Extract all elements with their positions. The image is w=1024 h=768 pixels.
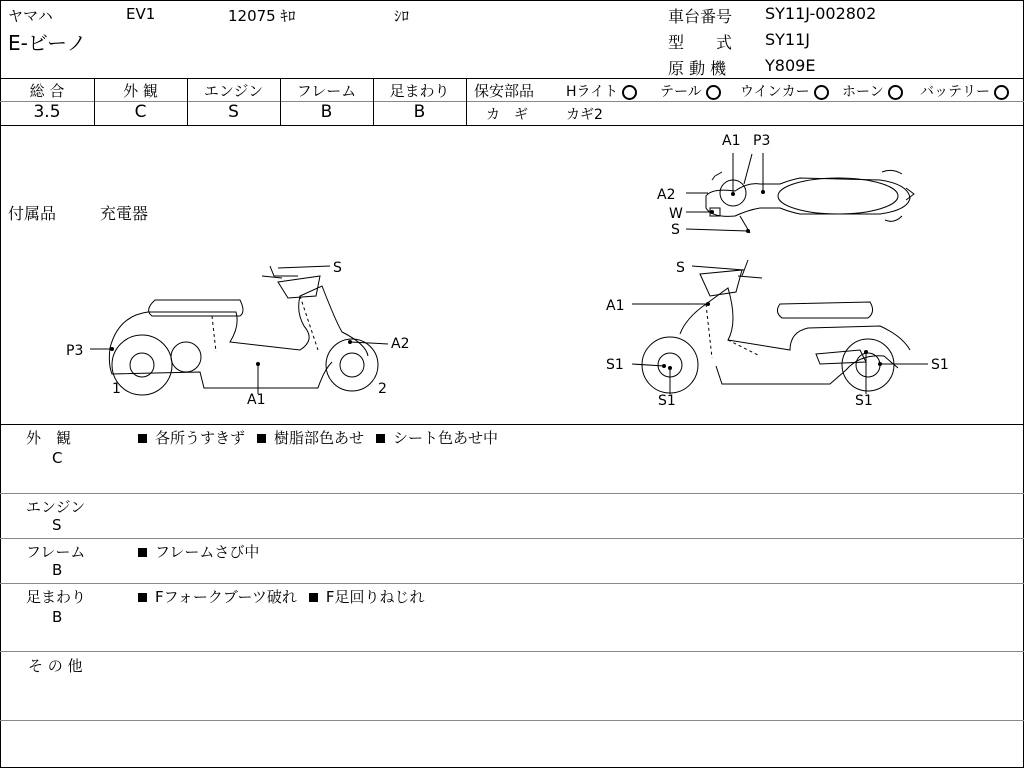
note-items-exterior (138, 427, 510, 448)
grade-label-frame: フレーム (296, 82, 357, 100)
tail-label: テール (660, 84, 702, 100)
damage-point-dots (110, 190, 882, 370)
engine-value: Y809E (765, 56, 816, 75)
note-item (138, 588, 297, 606)
grade-table-top-rule (0, 78, 1024, 79)
grade-value-frame: B (320, 102, 333, 122)
note-item (138, 543, 259, 561)
headlight-label: Hライト (566, 84, 619, 100)
note-item-text: Fフォークブーツ破れ (155, 588, 297, 606)
note-category-suspension: 足まわり (26, 588, 87, 606)
color: ｼﾛ (394, 7, 410, 25)
model-code: EV1 (126, 5, 156, 23)
bullet-square-icon (376, 434, 385, 443)
note-item (309, 588, 425, 606)
check-circle-icon (622, 85, 637, 100)
note-category-frame: フレーム (26, 543, 86, 561)
diagram-label: A1 (606, 298, 625, 314)
notes-rule (0, 583, 1024, 584)
bullet-square-icon (138, 548, 147, 557)
type-value: SY11J (765, 30, 811, 49)
note-items-suspension (138, 586, 436, 607)
check-circle-icon (706, 85, 721, 100)
horn-label: ホーン (842, 84, 884, 100)
diagram-label: S1 (606, 357, 624, 373)
bullet-square-icon (257, 434, 266, 443)
notes-top-rule (0, 424, 1024, 425)
scooter-top-view (706, 154, 914, 233)
key-value: カギ2 (566, 107, 603, 123)
diagram-label: A2 (657, 187, 676, 203)
maker: ヤマハ (8, 7, 53, 25)
note-grade-engine: S (52, 516, 62, 534)
diagram-label: S (671, 222, 680, 238)
note-item (257, 429, 364, 447)
note-item (138, 429, 245, 447)
engine-label: 原 動 機 (668, 59, 727, 78)
note-grade-suspension: B (52, 608, 63, 626)
notes-rule (0, 493, 1024, 494)
diagram-label: W (669, 206, 683, 222)
diagram-label: P3 (66, 343, 84, 359)
safety-winker (740, 81, 829, 101)
notes-rule (0, 651, 1024, 652)
diagram-label: S (676, 260, 685, 276)
note-items-frame (138, 541, 271, 562)
note-item-text: 各所うすきず (155, 429, 246, 447)
bullet-square-icon (309, 593, 318, 602)
grade-label-suspension: 足まわり (389, 82, 450, 100)
safety-headlight (566, 81, 637, 101)
note-category-other: そ の 他 (28, 657, 83, 675)
notes-rule (0, 720, 1024, 721)
diagram-label: P3 (753, 133, 771, 149)
note-grade-exterior: C (52, 449, 63, 467)
diagram-label: S1 (855, 393, 873, 409)
model-name: E-ビーノ (8, 31, 87, 55)
winker-label: ウインカー (740, 84, 810, 100)
note-item (376, 429, 498, 447)
diagram-label: 2 (378, 381, 387, 397)
type-label: 型 式 (668, 33, 733, 52)
chassis-number: SY11J-002802 (765, 4, 877, 23)
accessories-value: 充電器 (100, 204, 149, 223)
bullet-square-icon (138, 434, 147, 443)
diagram-label: A1 (247, 392, 266, 408)
check-circle-icon (814, 85, 829, 100)
diagram-label: S1 (931, 357, 949, 373)
note-item-text: シート色あせ中 (393, 429, 499, 447)
grade-value-exterior: C (134, 102, 147, 122)
safety-battery (920, 81, 1009, 101)
diagram-label: 1 (112, 381, 121, 397)
diagram-label: A1 (722, 133, 741, 149)
grade-divider (466, 78, 467, 125)
grade-label-engine: エンジン (203, 82, 264, 100)
scooter-right-view (642, 260, 910, 393)
note-category-engine: エンジン (26, 498, 86, 516)
damage-leader-lines (90, 153, 928, 394)
check-circle-icon (994, 85, 1009, 100)
chassis-label: 車台番号 (668, 7, 733, 26)
grade-value-suspension: B (413, 102, 426, 122)
key-label: カ ギ (486, 107, 528, 123)
diagram-label: S1 (658, 393, 676, 409)
condition-diagram (0, 126, 1024, 424)
note-item-text: 樹脂部色あせ (274, 429, 365, 447)
grade-label-exterior: 外 観 (123, 82, 158, 100)
battery-label: バッテリー (920, 84, 990, 100)
note-grade-frame: B (52, 561, 63, 579)
safety-tail (660, 81, 721, 101)
note-item-text: F足回りねじれ (325, 588, 425, 606)
accessories-label: 付属品 (8, 204, 57, 223)
diagram-label: S (333, 260, 342, 276)
note-item-text: フレームさび中 (155, 543, 260, 561)
diagram-label: A2 (391, 336, 410, 352)
grade-label-overall: 総 合 (29, 82, 65, 100)
grade-value-engine: S (228, 102, 239, 122)
bullet-square-icon (138, 593, 147, 602)
mileage: 12075 ｷﾛ (228, 7, 296, 25)
grade-value-overall: 3.5 (33, 102, 61, 122)
notes-rule (0, 538, 1024, 539)
safety-horn (842, 81, 903, 101)
safety-label: 保安部品 (474, 82, 535, 100)
safety-mid-rule (466, 101, 1024, 102)
check-circle-icon (888, 85, 903, 100)
note-category-exterior: 外 観 (26, 429, 72, 447)
scooter-left-view (109, 266, 378, 395)
